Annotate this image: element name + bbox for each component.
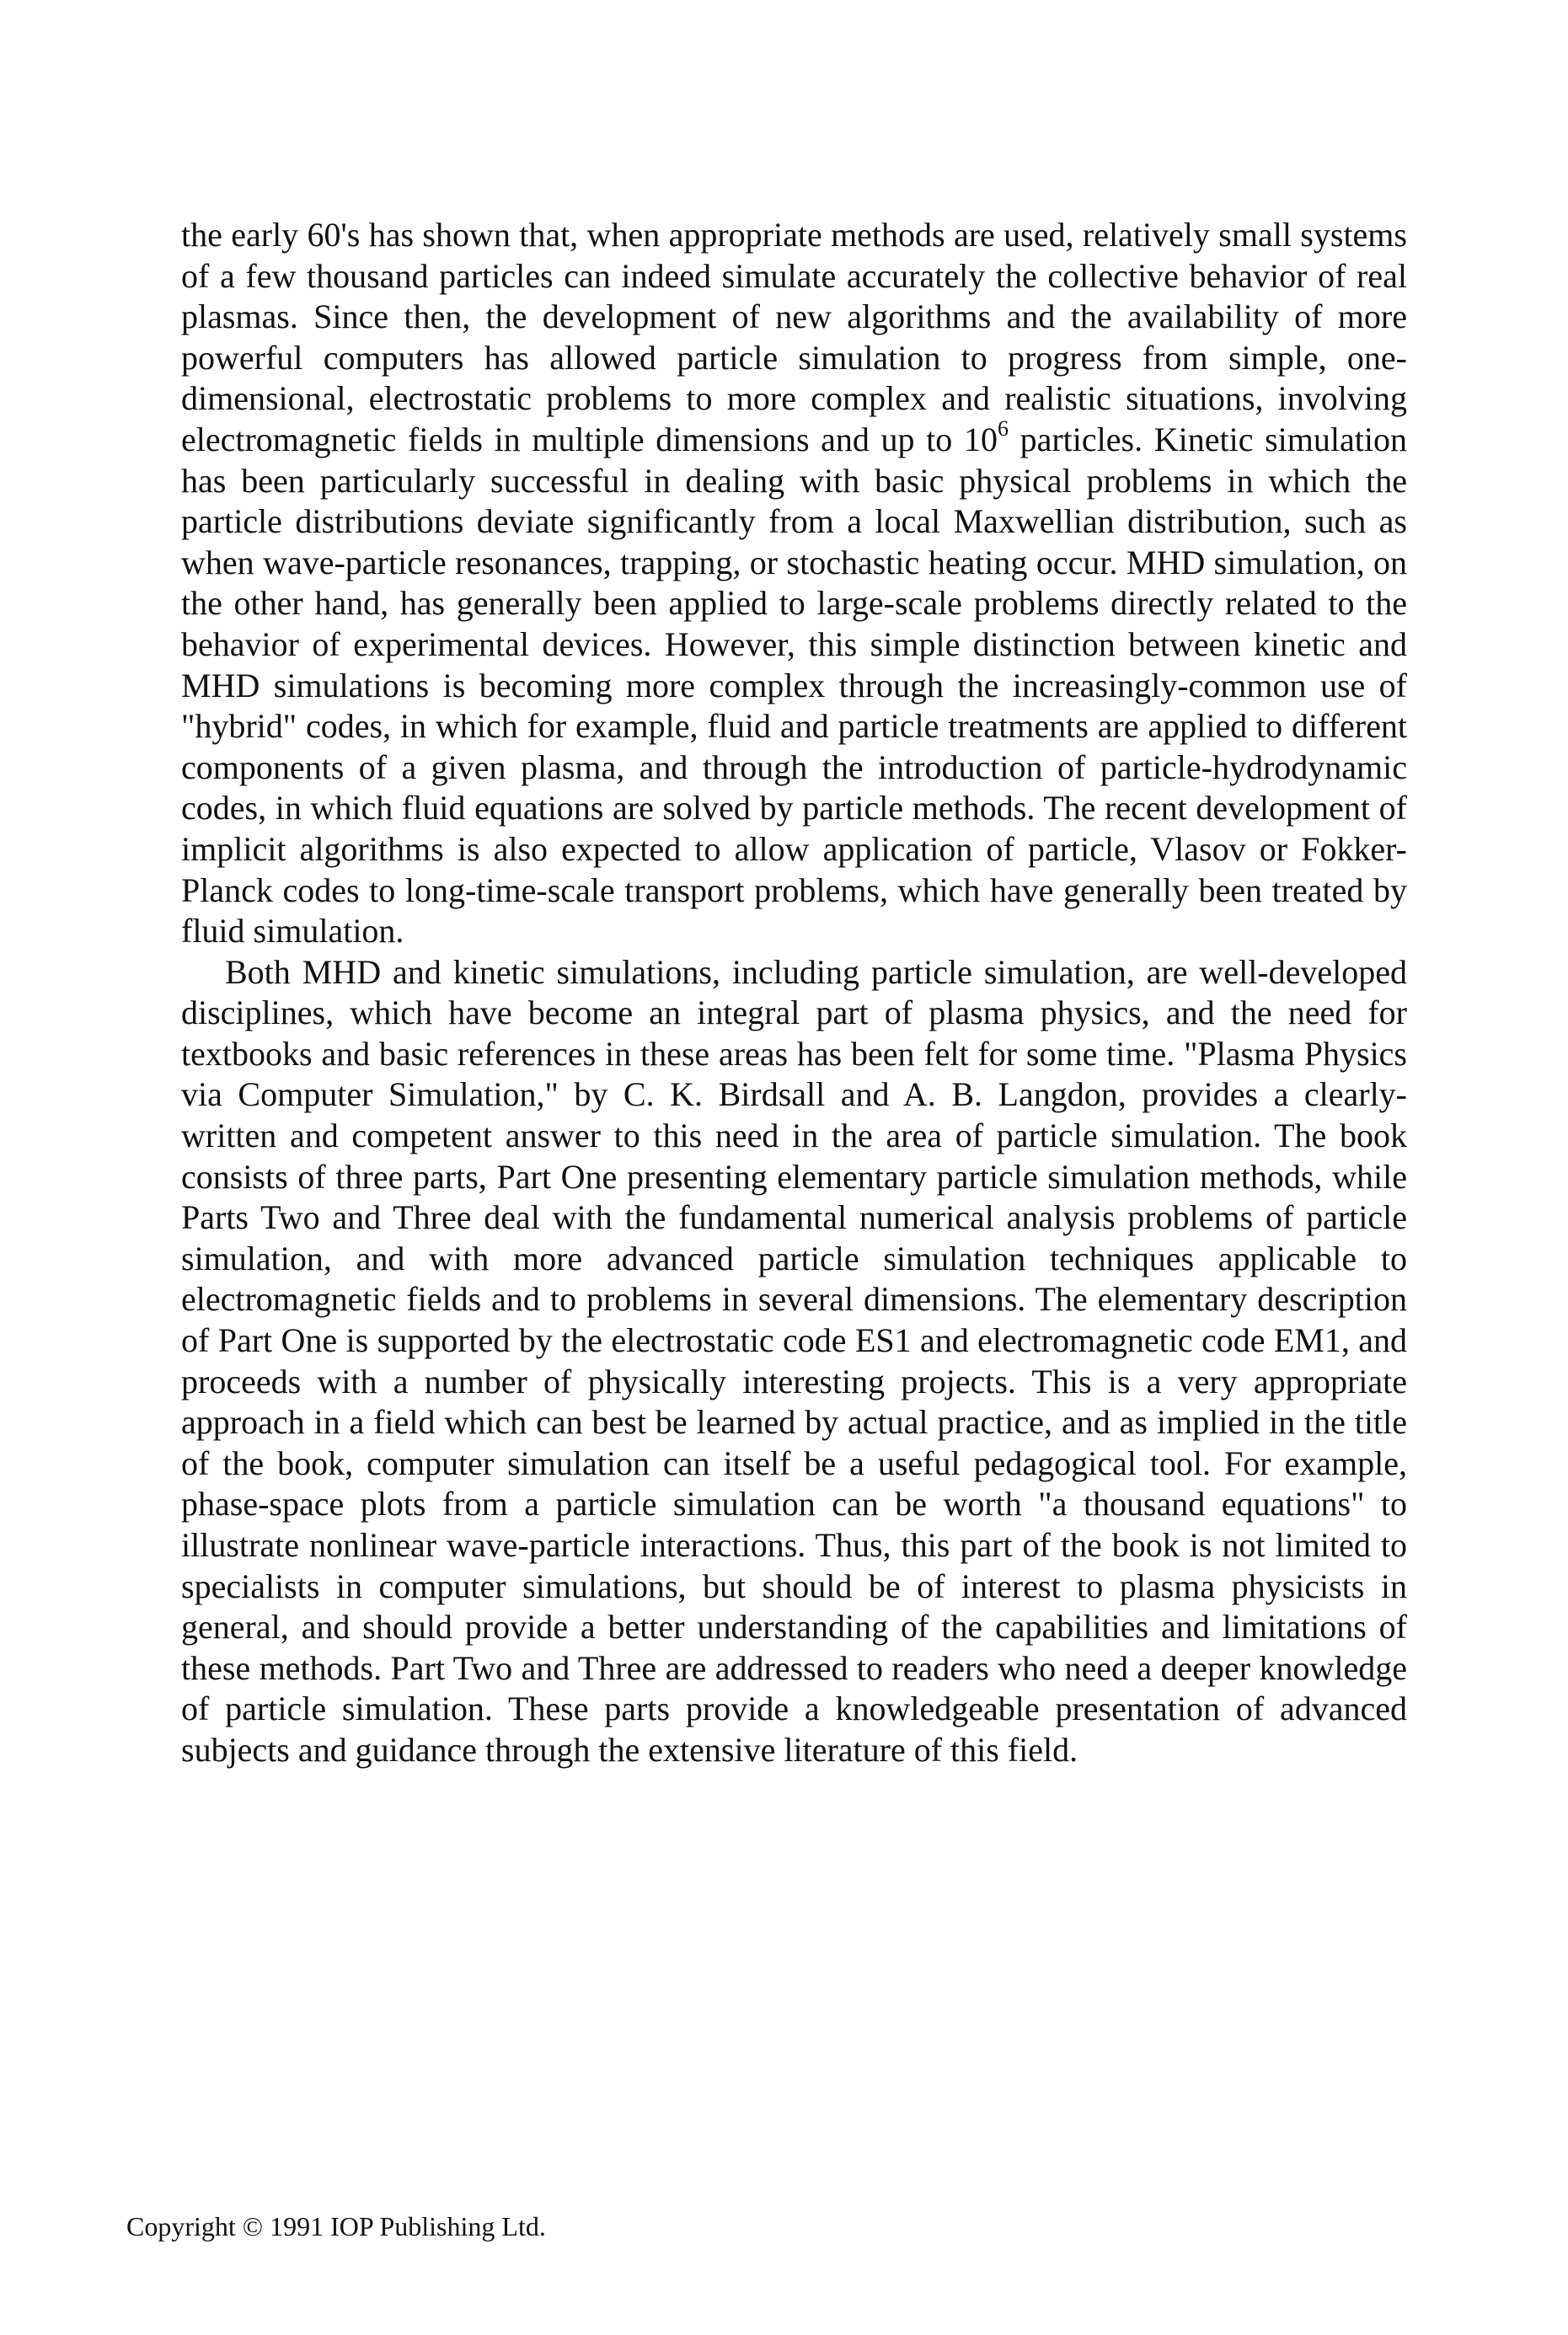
copyright-notice: Copyright © 1991 IOP Publishing Ltd.: [126, 2211, 546, 2241]
paragraph-1-text-before-superscript: the early 60's has shown that, when appropriate methods are used, relatively small systems of a few thousand particles can indeed simulate accurately the collective behavior of real plasmas. Since then, the development of new algorithms and the availability of more powerful computers has allowed particle simulation to progress from simple, one-dimensional, electrostatic problems to more complex and realistic situations, involving electromagnetic fields in multiple dimensions and up to 10: [181, 216, 1407, 458]
paragraph-1-text-after-superscript: particles. Kinetic simulation has been particularly successful in dealing with basic physical problems in which the particle distributions deviate significantly from a local Maxwellian distribution, such as when wave-particle resonances, trapping, or stochastic heating occur. MHD simulation, on the other hand, has generally been applied to large-scale problems directly related to the behavior of experimental devices. However, this simple distinction between kinetic and MHD simulations is becoming more complex through the increasingly-common use of "hybrid" codes, in which for example, fluid and particle treatments are applied to different components of a given plasma, and through the introduction of particle-hydrodynamic codes, in which fluid equations are solved by particle methods. The recent development of implicit algorithms is also expected to allow application of particle, Vlasov or Fokker-Planck codes to long-time-scale transport problems, which have generally been treated by fluid simulation.: [181, 420, 1407, 951]
particle-count-exponent: 6: [997, 415, 1009, 441]
body-text: [181, 215, 1407, 1771]
paragraph-2: Both MHD and kinetic simulations, including particle simulation, are well-developed disciplines, which have become an integral part of plasma physics, and the need for textbooks and basic references in these areas has been felt for some time. "Plasma Physics via Computer Simulation," by C. K. Birdsall and A. B. Langdon, provides a clearly-written and competent answer to this need in the area of particle simulation. The book consists of three parts, Part One presenting elementary particle simulation methods, while Parts Two and Three deal with the fundamental numerical analysis problems of particle simulation, and with more advanced particle simulation techniques applicable to electromagnetic fields and to problems in several dimensions. The elementary description of Part One is supported by the electrostatic code ES1 and electromagnetic code EM1, and proceeds with a number of physically interesting projects. This is a very appropriate approach in a field which can best be learned by actual practice, and as implied in the title of the book, computer simulation can itself be a useful pedagogical tool. For example, phase-space plots from a particle simulation can be worth "a thousand equations" to illustrate nonlinear wave-particle interactions. Thus, this part of the book is not limited to specialists in computer simulations, but should be of interest to plasma physicists in general, and should provide a better understanding of the capabilities and limitations of these methods. Part Two and Three are addressed to readers who need a deeper knowledge of particle simulation. These parts provide a knowledgeable presentation of advanced subjects and guidance through the extensive literature of this field.: [181, 952, 1407, 1769]
paragraph-1: [181, 215, 1407, 952]
